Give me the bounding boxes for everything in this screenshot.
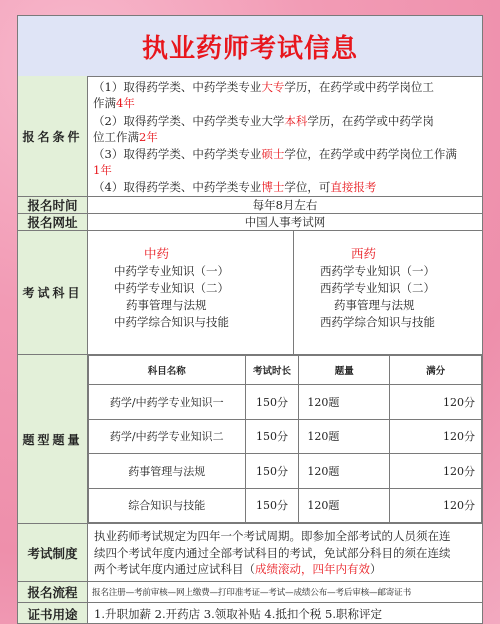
subjects-row [18,231,482,355]
conditions-body [88,76,482,196]
cell-duration: 150分 [245,488,299,523]
subject-item: 西药学综合知识与技能 [320,315,435,329]
system-row [18,524,482,582]
cell-subject: 药学/中药学专业知识一 [89,385,246,420]
system-line: 两个考试年度内通过应试科目（成绩滚动，四年内有效） [94,562,382,576]
subject-item: 西药学专业知识（一） [320,264,435,278]
condition-line: （3）取得药学类、中药学类专业硕士学位，在药学或中药学岗位工作满 [93,147,457,161]
condition-line: 位工作满2年 [93,130,158,144]
cell-score: 120分 [390,419,482,454]
tcm-heading: 中药 [144,246,170,261]
table-header-row [89,356,482,385]
conditions-row [18,76,482,197]
time-value: 每年8月左右 [252,198,318,212]
cell-score: 120分 [390,488,482,523]
cell-count: 120题 [299,488,390,523]
time-label: 报名时间 [18,197,88,213]
condition-line: （2）取得药学类、中药学类专业大学本科学历，在药学或中药学岗 [93,114,434,128]
process-value: 报名注册—考前审核—网上缴费—打印准考证—考试—成绩公布—考后审核—邮寄证书 [92,588,411,598]
subjects-label: 考试科目 [18,231,88,354]
subject-item: 药事管理与法规 [334,298,415,312]
subject-item: 西药学专业知识（二） [320,281,435,295]
certificate-value: 1.升职加薪 2.开药店 3.领取补贴 4.抵扣个税 5.职称评定 [94,607,382,621]
condition-line: 1年 [93,163,112,177]
cell-duration: 150分 [245,454,299,489]
website-row [18,214,482,231]
cell-duration: 150分 [245,419,299,454]
process-label: 报名流程 [18,582,88,602]
cell-score: 120分 [390,454,482,489]
subject-item: 中药学专业知识（二） [114,281,229,295]
header-count: 题量 [299,356,390,385]
table-row [89,385,482,420]
system-line: 执业药师考试规定为四年一个考试周期。即参加全部考试的人员须在连 [94,529,451,543]
system-text [94,528,476,578]
page-title: 执业药师考试信息 [141,33,358,64]
header-subject: 科目名称 [89,356,246,385]
subject-item: 药事管理与法规 [126,298,207,312]
subject-item: 中药学综合知识与技能 [114,315,229,329]
question-types-row [18,355,482,524]
wm-heading: 西药 [351,246,377,261]
cell-subject: 药事管理与法规 [89,454,246,489]
certificate-row [18,603,482,624]
header-duration: 考试时长 [245,356,299,385]
conditions-label: 报名条件 [18,76,88,196]
title-bar [18,16,482,77]
subject-item: 中药学专业知识（一） [114,264,229,278]
cell-subject: 综合知识与技能 [89,488,246,523]
process-row [18,582,482,603]
question-types-label: 题型题量 [18,355,88,523]
website-label: 报名网址 [18,214,88,230]
tcm-subjects [88,231,285,354]
table-row [89,419,482,454]
cell-subject: 药学/中药学专业知识二 [89,419,246,454]
cell-duration: 150分 [245,385,299,420]
wm-subjects [294,231,483,354]
cell-count: 120题 [299,385,390,420]
cell-count: 120题 [299,454,390,489]
condition-line: 作满4年 [93,96,135,110]
table-row [89,488,482,523]
question-table [88,355,482,523]
info-sheet [17,15,483,624]
header-score: 满分 [390,356,482,385]
system-line: 续四个考试年度内通过全部考试科目的考试，免试部分科目的须在连续 [94,545,451,560]
system-label: 考试制度 [18,524,88,581]
time-row [18,197,482,214]
table-row [89,454,482,489]
cell-score: 120分 [390,385,482,420]
condition-line: （1）取得药学类、中药学类专业大专学历，在药学或中药学岗位工 [93,80,434,94]
certificate-label: 证书用途 [18,603,88,624]
condition-line: （4）取得药学类、中药学类专业博士学位，可直接报考 [93,180,377,194]
cell-count: 120题 [299,419,390,454]
website-value: 中国人事考试网 [244,215,326,229]
